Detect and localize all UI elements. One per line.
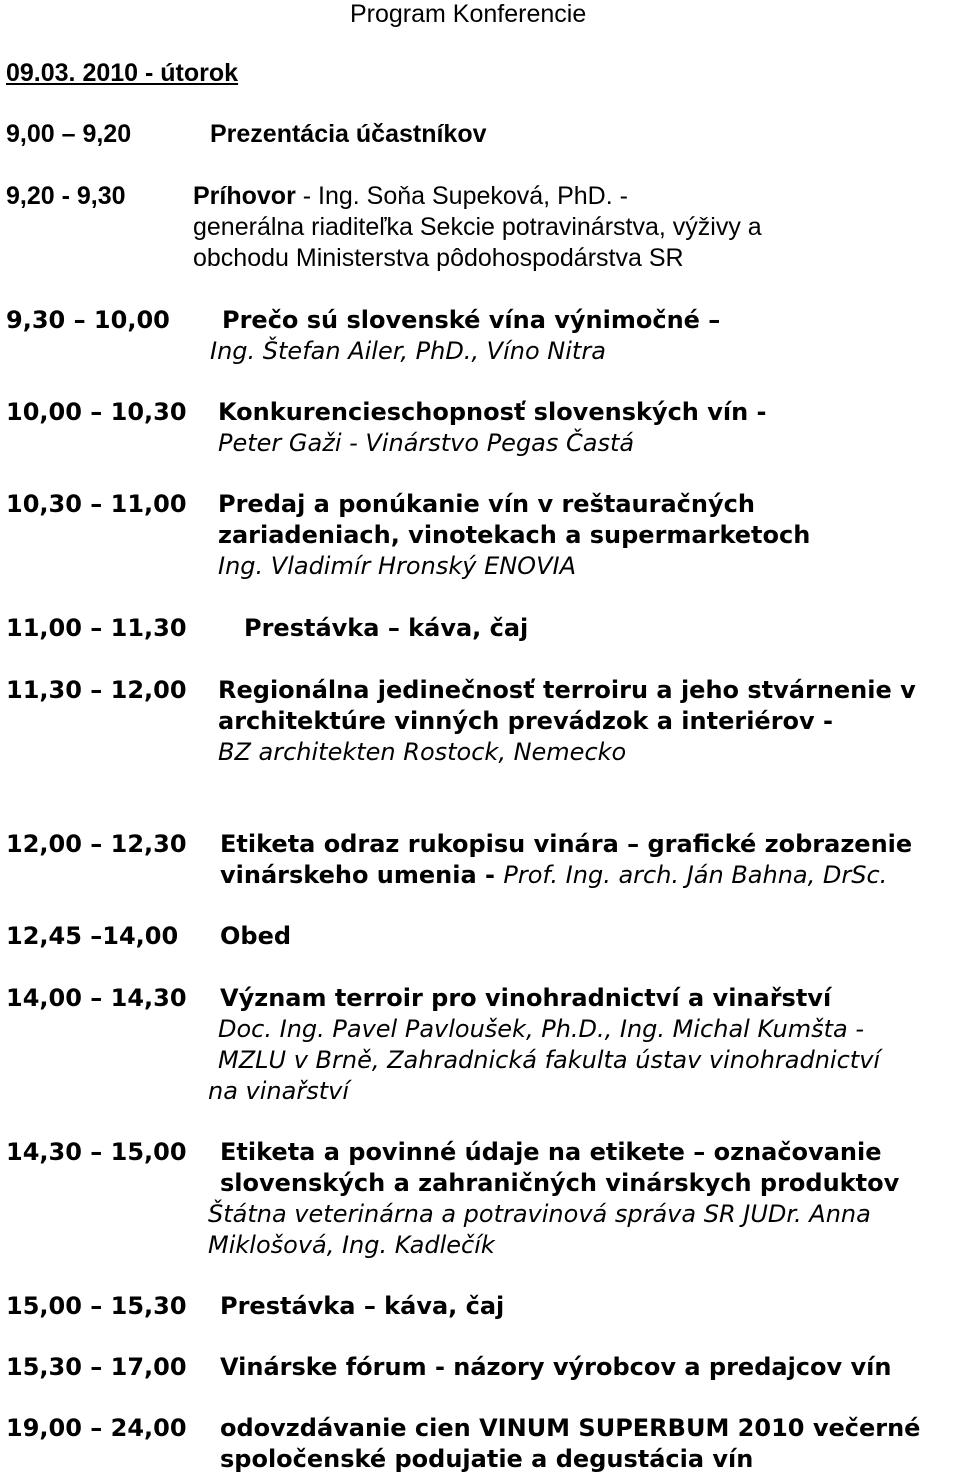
item-time: 19,00 – 24,00 <box>6 1414 187 1442</box>
item-line <box>220 861 887 889</box>
item-time: 11,00 – 11,30 <box>6 614 187 642</box>
conference-date: 09.03. 2010 - útorok <box>6 59 239 87</box>
item-time: 14,30 – 15,00 <box>6 1138 187 1166</box>
item-speaker: Miklošová, Ing. Kadlečík <box>208 1231 495 1259</box>
item-speaker: - Ing. Soňa Supeková, PhD. - <box>295 182 628 210</box>
item-speaker: Ing. Vladimír Hronský ENOVIA <box>218 552 576 580</box>
item-time: 9,20 - 9,30 <box>6 182 126 210</box>
item-time: 12,45 –14,00 <box>6 922 179 950</box>
item-title: Príhovor <box>193 182 296 210</box>
item-title: architektúre vinných prevádzok a interiérov - <box>218 707 833 735</box>
item-title: spoločenské podujatie a degustácia vín <box>220 1445 754 1473</box>
item-speaker: Doc. Ing. Pavel Pavloušek, Ph.D., Ing. Michal Kumšta - <box>218 1015 865 1043</box>
item-title: odovzdávanie cien VINUM SUPERBUM 2010 večerné <box>220 1414 921 1442</box>
item-title: vinárskeho umenia - <box>220 861 504 889</box>
item-speaker: na vinařství <box>208 1077 349 1105</box>
item-line <box>193 182 628 210</box>
item-speaker: MZLU v Brně, Zahradnická fakulta ústav vinohradnictví <box>218 1046 881 1074</box>
item-time: 15,30 – 17,00 <box>6 1353 187 1381</box>
item-title: Konkurencieschopnosť slovenských vín - <box>218 398 767 426</box>
item-title: Prezentácia účastníkov <box>210 120 487 148</box>
item-title: Prečo sú slovenské vína výnimočné – <box>222 306 721 334</box>
item-title: Etiketa odraz rukopisu vinára – grafické zobrazenie <box>220 830 913 858</box>
item-time: 10,00 – 10,30 <box>6 398 187 426</box>
item-speaker: Peter Gaži - Vinárstvo Pegas Častá <box>218 429 635 457</box>
item-line: generálna riaditeľka Sekcie potravinárstva, výživy a <box>193 213 762 241</box>
item-speaker: BZ architekten Rostock, Nemecko <box>218 738 627 766</box>
item-title: slovenských a zahraničných vinárskych produktov <box>220 1169 900 1197</box>
item-time: 9,30 – 10,00 <box>6 306 170 334</box>
item-time: 12,00 – 12,30 <box>6 830 187 858</box>
item-speaker: Štátna veterinárna a potravinová správa SR JUDr. Anna <box>208 1200 871 1228</box>
item-time: 15,00 – 15,30 <box>6 1292 187 1320</box>
item-title: Predaj a ponúkanie vín v reštauračných <box>218 490 755 518</box>
item-title: Obed <box>220 922 292 950</box>
item-title: Prestávka – káva, čaj <box>220 1292 505 1320</box>
item-time: 14,00 – 14,30 <box>6 984 187 1012</box>
item-title: zariadeniach, vinotekach a supermarketoch <box>218 521 811 549</box>
item-time: 9,00 – 9,20 <box>6 120 132 148</box>
page-title: Program Konferencie <box>350 0 587 28</box>
item-title: Vinárske fórum - názory výrobcov a predajcov vín <box>220 1353 892 1381</box>
item-time: 10,30 – 11,00 <box>6 490 187 518</box>
item-title: Etiketa a povinné údaje na etikete – označovanie <box>220 1138 882 1166</box>
item-time: 11,30 – 12,00 <box>6 676 187 704</box>
item-title: Regionálna jedinečnosť terroiru a jeho stvárnenie v <box>218 676 916 704</box>
item-line: obchodu Ministerstva pôdohospodárstva SR <box>193 244 684 272</box>
item-speaker: Prof. Ing. arch. Ján Bahna, DrSc. <box>503 861 888 889</box>
item-title: Význam terroir pro vinohradnictví a vinařství <box>220 984 832 1012</box>
item-speaker: Ing. Štefan Ailer, PhD., Víno Nitra <box>210 337 606 365</box>
item-title: Prestávka – káva, čaj <box>244 614 529 642</box>
